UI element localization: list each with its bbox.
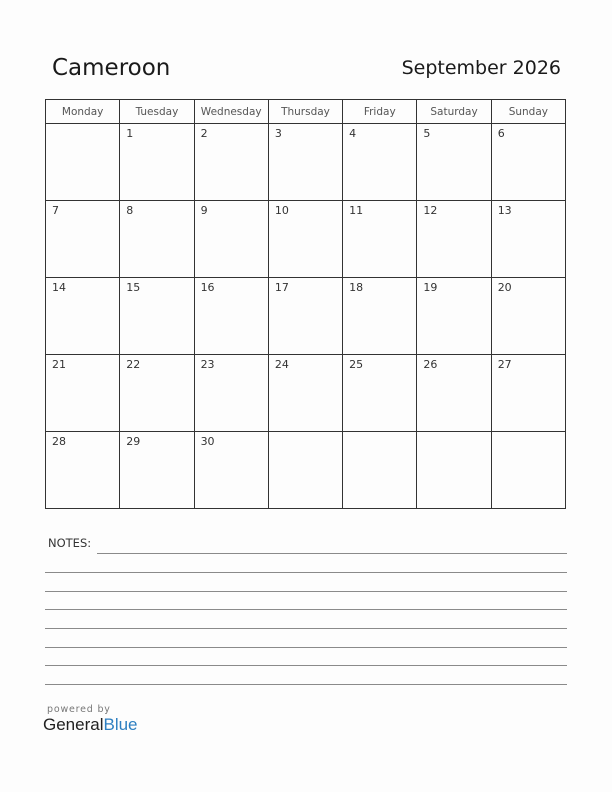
day-number: 6: [497, 127, 505, 140]
day-number: 23: [200, 358, 215, 371]
day-number: 1: [126, 127, 134, 140]
day-cell: [343, 278, 417, 355]
day-number: 8: [126, 204, 134, 217]
note-line: [45, 591, 567, 592]
note-line: [97, 553, 567, 554]
day-cell: [194, 201, 268, 278]
brand-name: [43, 715, 138, 735]
day-cell: [268, 278, 342, 355]
day-cell: [194, 355, 268, 432]
day-cell: [46, 432, 120, 509]
day-cell: [343, 432, 417, 509]
day-number: 18: [349, 281, 364, 294]
weekday-wednesday: Wednesday: [194, 100, 268, 124]
weekday-friday: Friday: [343, 100, 417, 124]
powered-by-text: powered by: [47, 704, 111, 715]
brand-logo: [43, 704, 138, 735]
day-cell: [120, 355, 194, 432]
day-number: 3: [274, 127, 282, 140]
day-number: 21: [52, 358, 66, 371]
day-number: 2: [200, 127, 208, 140]
weekday-header-row: [46, 100, 566, 124]
day-number: 27: [497, 358, 512, 371]
day-cell: [491, 355, 565, 432]
month-title: September 2026: [401, 57, 561, 79]
week-row: [46, 432, 566, 509]
day-number: 16: [200, 281, 215, 294]
weekday-thursday: Thursday: [268, 100, 342, 124]
day-cell: [194, 432, 268, 509]
day-cell: [120, 432, 194, 509]
day-number: 17: [274, 281, 289, 294]
day-number: 4: [349, 127, 357, 140]
day-number: 28: [52, 435, 66, 448]
day-cell: [46, 124, 120, 201]
day-number: 12: [423, 204, 438, 217]
day-number: 24: [274, 358, 289, 371]
note-line: [45, 665, 567, 666]
day-number: 10: [274, 204, 289, 217]
day-number: 15: [126, 281, 141, 294]
weekday-tuesday: Tuesday: [120, 100, 194, 124]
day-number: 11: [349, 204, 364, 217]
day-cell: [343, 355, 417, 432]
weekday-sunday: Sunday: [491, 100, 565, 124]
day-cell: [343, 201, 417, 278]
day-cell: [417, 201, 491, 278]
notes-label: NOTES:: [48, 536, 92, 550]
week-row: [46, 201, 566, 278]
day-cell: [268, 432, 342, 509]
day-cell: [46, 355, 120, 432]
day-cell: [268, 355, 342, 432]
note-line: [45, 572, 567, 573]
note-line: [45, 647, 567, 648]
weekday-saturday: Saturday: [417, 100, 491, 124]
note-line: [45, 684, 567, 685]
calendar-grid: [45, 99, 566, 509]
day-cell: [417, 432, 491, 509]
day-number: 22: [126, 358, 141, 371]
day-cell: [343, 124, 417, 201]
day-cell: [417, 278, 491, 355]
day-cell: [120, 201, 194, 278]
day-number: 9: [200, 204, 208, 217]
note-line: [45, 609, 567, 610]
day-number: 14: [52, 281, 66, 294]
day-number: 5: [423, 127, 431, 140]
week-row: [46, 355, 566, 432]
brand-blue: Blue: [103, 715, 138, 734]
day-cell: [194, 278, 268, 355]
day-cell: [120, 278, 194, 355]
day-number: 29: [126, 435, 141, 448]
day-cell: [491, 201, 565, 278]
day-cell: [268, 124, 342, 201]
day-number: 20: [497, 281, 512, 294]
day-number: 13: [497, 204, 512, 217]
day-number: 7: [52, 204, 59, 217]
day-cell: [417, 355, 491, 432]
day-cell: [46, 201, 120, 278]
day-number: 19: [423, 281, 438, 294]
country-title: Cameroon: [52, 55, 171, 81]
day-cell: [417, 124, 491, 201]
week-row: [46, 124, 566, 201]
brand-general: General: [43, 715, 104, 734]
note-line: [45, 628, 567, 629]
day-cell: [268, 201, 342, 278]
day-cell: [46, 278, 120, 355]
day-cell: [194, 124, 268, 201]
day-cell: [491, 278, 565, 355]
day-cell: [491, 124, 565, 201]
day-number: 30: [200, 435, 215, 448]
day-number: 25: [349, 358, 364, 371]
day-number: 26: [423, 358, 438, 371]
week-row: [46, 278, 566, 355]
day-cell: [491, 432, 565, 509]
weekday-monday: Monday: [46, 100, 120, 124]
day-cell: [120, 124, 194, 201]
